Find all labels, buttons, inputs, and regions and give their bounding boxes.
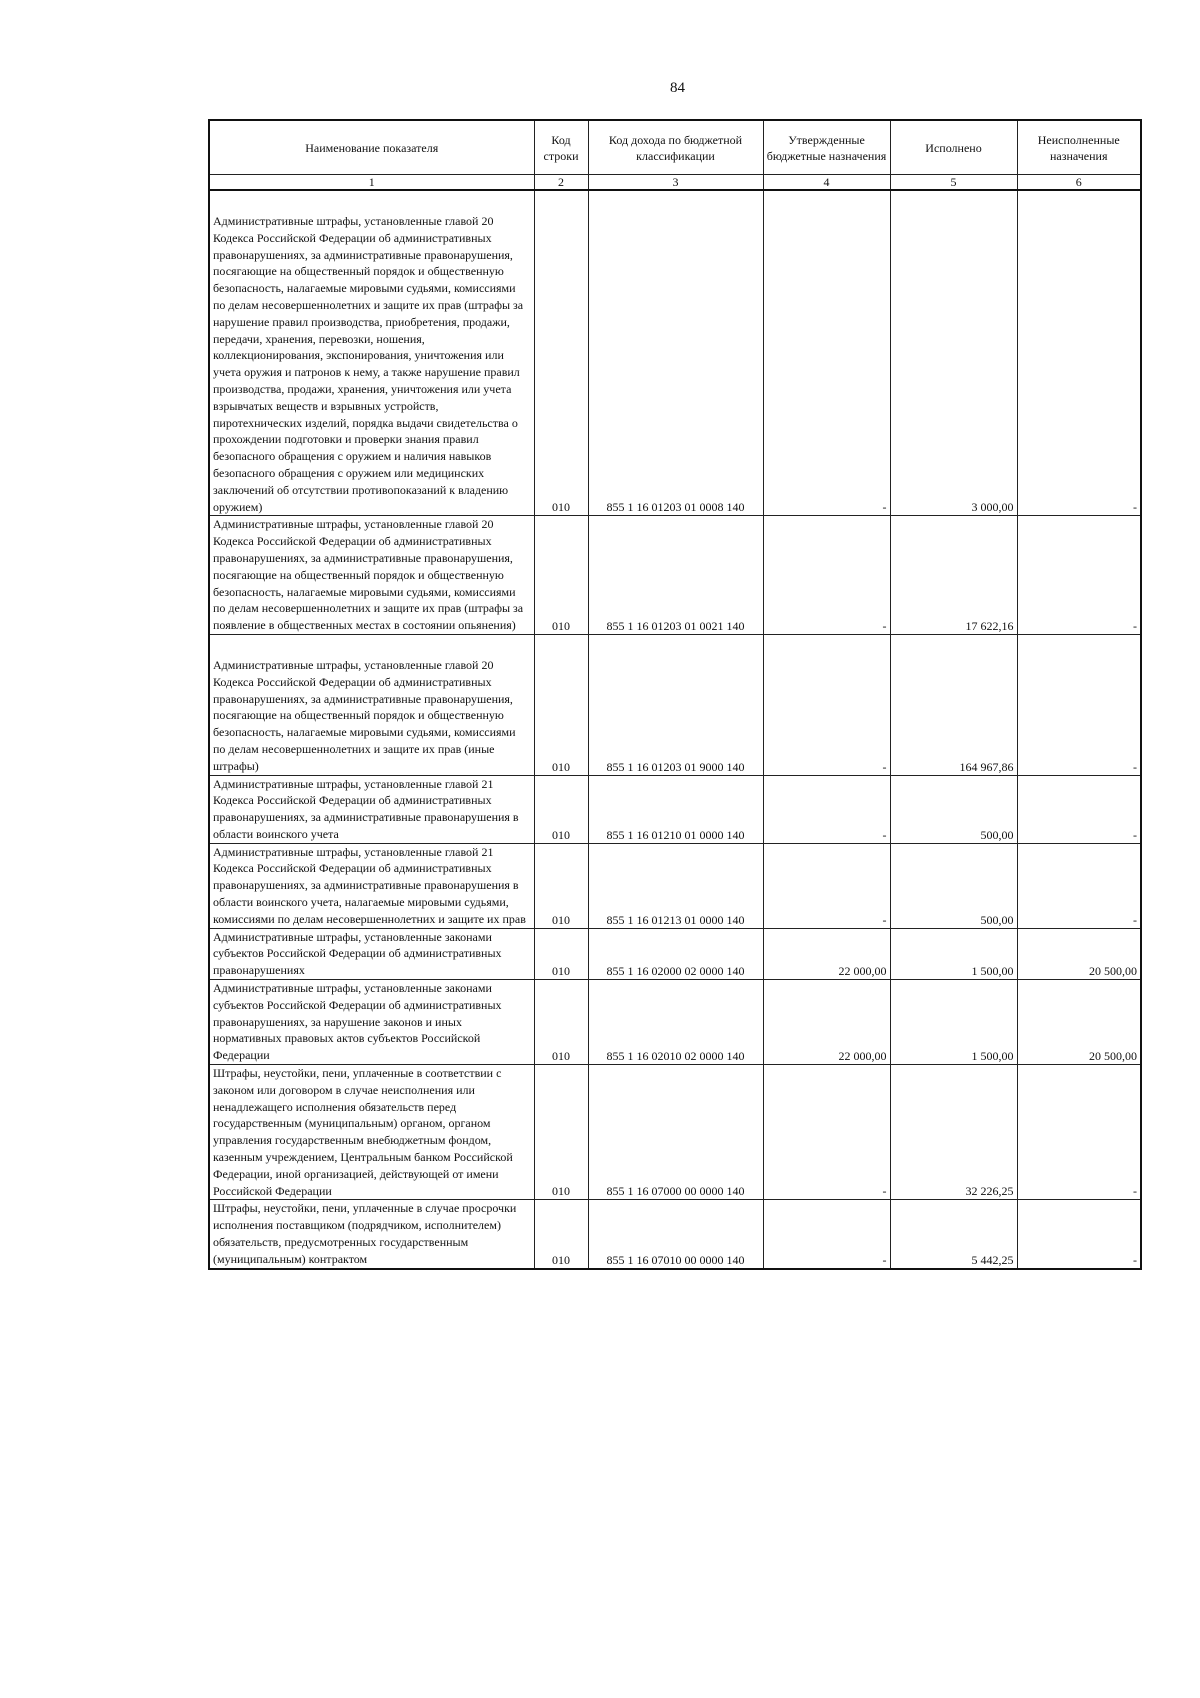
row-line-code: 010 (534, 1065, 588, 1200)
row-name: Административные штрафы, установленные главой 21 Кодекса Российской Федерации об административных правонарушениях, за административные правонарушения в области воинского учета (209, 775, 534, 843)
row-approved: 22 000,00 (763, 980, 890, 1065)
page-number: 84 (670, 80, 685, 96)
table-header-row (209, 120, 1141, 175)
table-row (209, 1065, 1141, 1200)
row-name: Штрафы, неустойки, пени, уплаченные в соответствии с законом или договором в случае неисполнения или ненадлежащего исполнения обязательств перед государственным (муниципальным) органом, органом управления государственным внебюджетным фондом, казенным учреждением, Центральным банком Российской Федерации, иной организацией, действующей от имени Российской Федерации (209, 1065, 534, 1200)
table-row (209, 775, 1141, 843)
column-numbers-row (209, 175, 1141, 191)
table-row (209, 516, 1141, 635)
row-executed: 500,00 (890, 775, 1017, 843)
table-row (209, 843, 1141, 928)
row-name: Административные штрафы, установленные главой 20 Кодекса Российской Федерации об административных правонарушениях, за административные правонарушения, посягающие на общественный порядок и общественную безопасность, налагаемые мировыми судьями, комиссиями по делам несовершеннолетних и защите их прав (штрафы за появление в общественных местах в состоянии опьянения) (209, 516, 534, 635)
row-approved: - (763, 775, 890, 843)
header-executed: Исполнено (890, 120, 1017, 175)
column-number: 4 (763, 175, 890, 191)
column-number: 1 (209, 175, 534, 191)
row-unexecuted: - (1017, 190, 1141, 516)
row-income-code: 855 1 16 07010 00 0000 140 (588, 1200, 763, 1269)
row-executed: 32 226,25 (890, 1065, 1017, 1200)
row-executed: 1 500,00 (890, 928, 1017, 979)
row-line-code: 010 (534, 516, 588, 635)
row-approved: - (763, 190, 890, 516)
row-income-code: 855 1 16 01203 01 0021 140 (588, 516, 763, 635)
row-executed: 5 442,25 (890, 1200, 1017, 1269)
row-approved: - (763, 516, 890, 635)
budget-report-table (208, 119, 1142, 1270)
row-income-code: 855 1 16 02010 02 0000 140 (588, 980, 763, 1065)
row-income-code: 855 1 16 02000 02 0000 140 (588, 928, 763, 979)
header-approved: Утвержденные бюджетные назначения (763, 120, 890, 175)
row-name: Штрафы, неустойки, пени, уплаченные в случае просрочки исполнения поставщиком (подрядчиком, исполнителем) обязательств, предусмотренных государственным (муниципальным) контрактом (209, 1200, 534, 1269)
row-name: Административные штрафы, установленные законами субъектов Российской Федерации об административных правонарушениях (209, 928, 534, 979)
row-name: Административные штрафы, установленные главой 20 Кодекса Российской Федерации об административных правонарушениях, за административные правонарушения, посягающие на общественный порядок и общественную безопасность, налагаемые мировыми судьями, комиссиями по делам несовершеннолетних и защите их прав (штрафы за нарушение правил производства, приобретения, продажи, передачи, хранения, перевозки, ношения, коллекционирования, экспонирования, уничтожения или учета оружия и патронов к нему, а также нарушение правил производства, продажи, хранения, уничтожения или учета взрывчатых веществ и взрывных устройств, пиротехнических изделий, порядка выдачи свидетельства о прохождении подготовки и проверки знания правил безопасного обращения с оружием и наличия навыков безопасного обращения с оружием или медицинских заключений об отсутствии противопоказаний к владению оружием) (209, 190, 534, 516)
column-number: 3 (588, 175, 763, 191)
row-executed: 17 622,16 (890, 516, 1017, 635)
row-approved: 22 000,00 (763, 928, 890, 979)
row-line-code: 010 (534, 980, 588, 1065)
header-name: Наименование показателя (209, 120, 534, 175)
row-unexecuted: - (1017, 634, 1141, 775)
row-line-code: 010 (534, 775, 588, 843)
row-executed: 3 000,00 (890, 190, 1017, 516)
row-unexecuted: 20 500,00 (1017, 928, 1141, 979)
column-number: 6 (1017, 175, 1141, 191)
column-number: 5 (890, 175, 1017, 191)
table-row (209, 980, 1141, 1065)
row-line-code: 010 (534, 843, 588, 928)
row-name: Административные штрафы, установленные главой 20 Кодекса Российской Федерации об административных правонарушениях, за административные правонарушения, посягающие на общественный порядок и общественную безопасность, налагаемые мировыми судьями, комиссиями по делам несовершеннолетних и защите их прав (иные штрафы) (209, 634, 534, 775)
header-unexecuted: Неисполненные назначения (1017, 120, 1141, 175)
row-line-code: 010 (534, 634, 588, 775)
row-executed: 164 967,86 (890, 634, 1017, 775)
row-unexecuted: - (1017, 843, 1141, 928)
row-income-code: 855 1 16 01213 01 0000 140 (588, 843, 763, 928)
table-row (209, 928, 1141, 979)
row-unexecuted: - (1017, 1065, 1141, 1200)
row-income-code: 855 1 16 01203 01 9000 140 (588, 634, 763, 775)
table-row (209, 634, 1141, 775)
row-income-code: 855 1 16 01210 01 0000 140 (588, 775, 763, 843)
row-line-code: 010 (534, 928, 588, 979)
table-row (209, 190, 1141, 516)
row-unexecuted: - (1017, 516, 1141, 635)
header-income-code: Код дохода по бюджетной классификации (588, 120, 763, 175)
row-line-code: 010 (534, 1200, 588, 1269)
row-unexecuted: - (1017, 1200, 1141, 1269)
row-executed: 500,00 (890, 843, 1017, 928)
table-row (209, 1200, 1141, 1269)
row-name: Административные штрафы, установленные главой 21 Кодекса Российской Федерации об административных правонарушениях, за административные правонарушения в области воинского учета, налагаемые мировыми судьями, комиссиями по делам несовершеннолетних и защите их прав (209, 843, 534, 928)
column-number: 2 (534, 175, 588, 191)
row-approved: - (763, 1200, 890, 1269)
row-approved: - (763, 1065, 890, 1200)
row-unexecuted: - (1017, 775, 1141, 843)
row-executed: 1 500,00 (890, 980, 1017, 1065)
row-income-code: 855 1 16 07000 00 0000 140 (588, 1065, 763, 1200)
row-line-code: 010 (534, 190, 588, 516)
row-name: Административные штрафы, установленные законами субъектов Российской Федерации об административных правонарушениях, за нарушение законов и иных нормативных правовых актов субъектов Российской Федерации (209, 980, 534, 1065)
row-income-code: 855 1 16 01203 01 0008 140 (588, 190, 763, 516)
row-unexecuted: 20 500,00 (1017, 980, 1141, 1065)
header-line-code: Код строки (534, 120, 588, 175)
row-approved: - (763, 843, 890, 928)
row-approved: - (763, 634, 890, 775)
